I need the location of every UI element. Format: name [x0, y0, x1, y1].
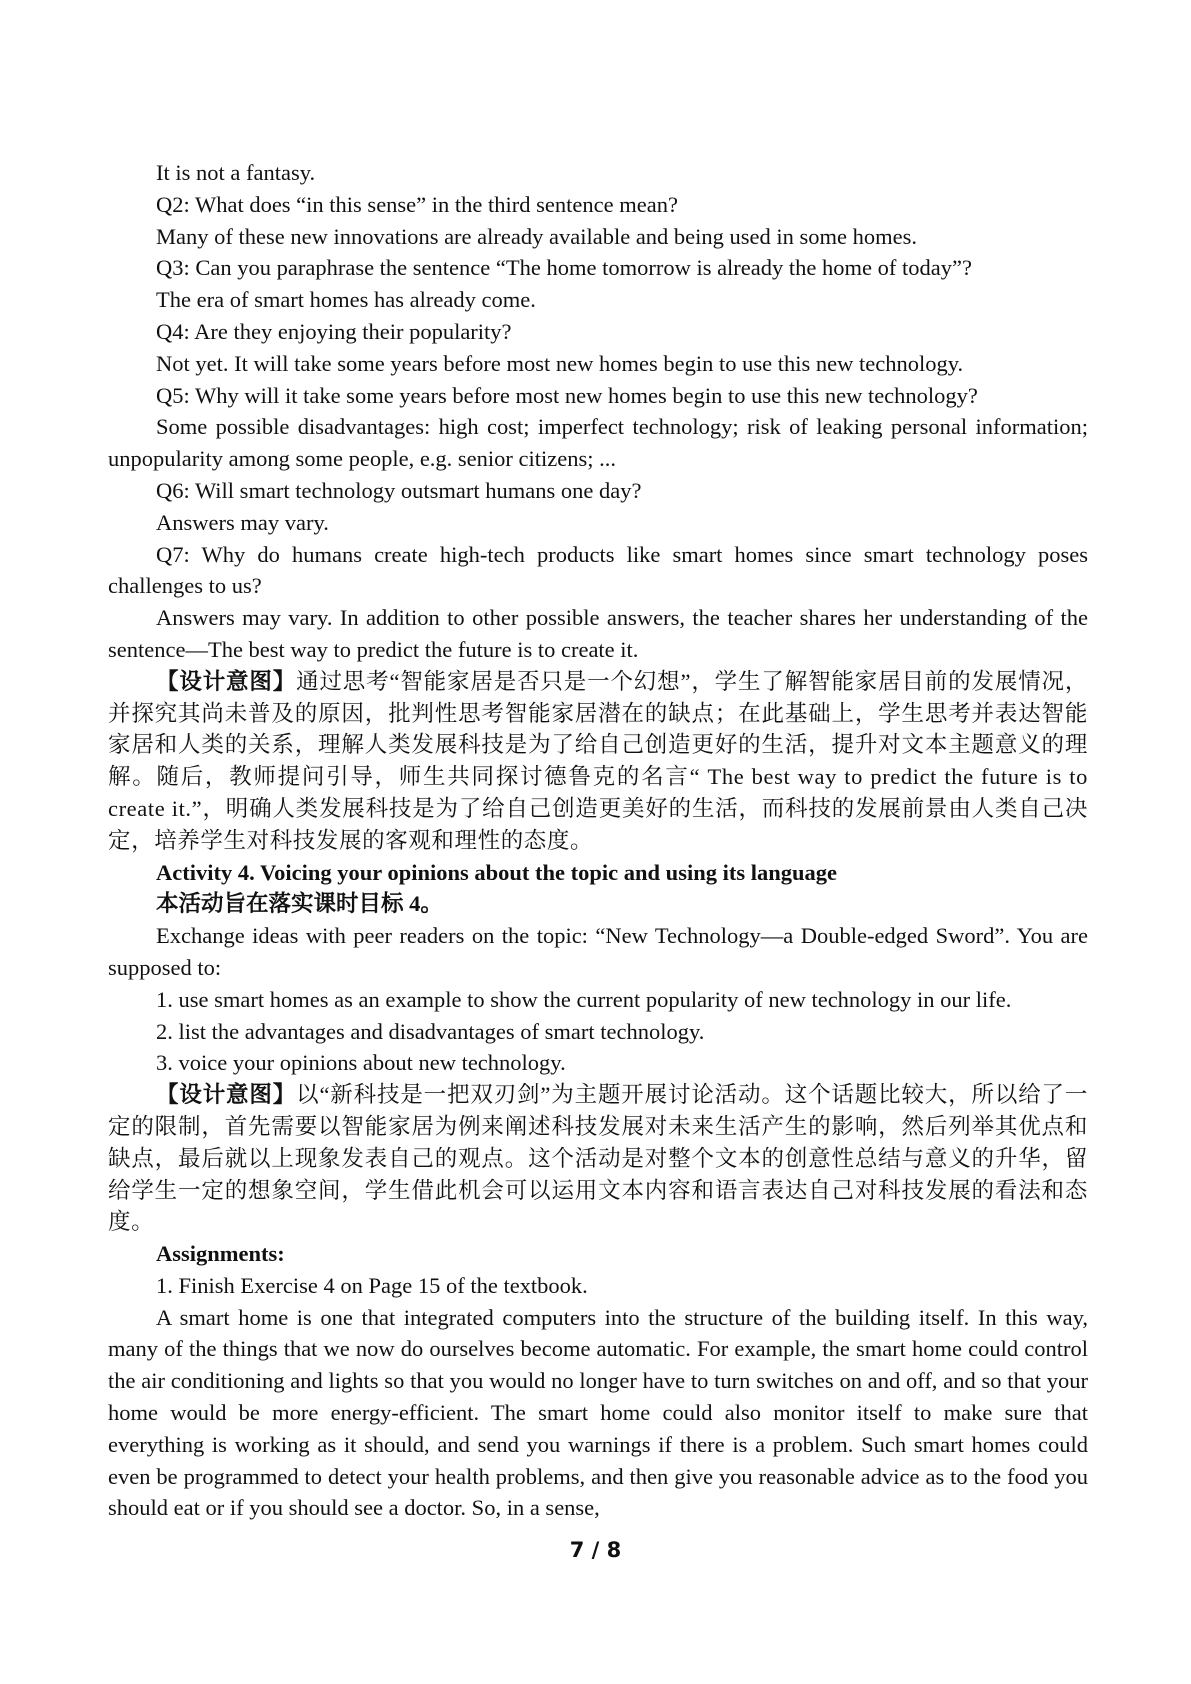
page-content [108, 157, 1088, 1524]
answer-paragraph: The era of smart homes has already come. [156, 287, 536, 313]
activity-intro: Exchange ideas with peer readers on the topic: “New Technology—a Double-edged Sword”. You are supposed to: [108, 923, 1088, 980]
question-paragraph: Q2: What does “in this sense” in the third sentence mean? [156, 191, 678, 217]
answer-paragraph: Answers may vary. [156, 509, 329, 535]
answer-paragraph: Not yet. It will take some years before most new homes begin to use this new technology. [156, 350, 964, 376]
question-paragraph: Q4: Are they enjoying their popularity? [156, 318, 512, 344]
page-number: 7 / 8 [569, 1538, 622, 1562]
question-paragraph: Q6: Will smart technology outsmart humans one day? [156, 477, 642, 503]
activity-goal: 本活动旨在落实课时目标 4。 [156, 891, 443, 917]
design-intent-text: 通过思考“智能家居是否只是一个幻想”，学生了解智能家居目前的发展情况，并探究其尚未普及的原因，批判性思考智能家居潜在的缺点；在此基础上，学生思考并表达智能家居和人类的关系，理解人类发展科技是为了给自己创造更好的生活，提升对文本主题意义的理解。随后，教师提问引导，师生共同探讨德鲁克的名言“ The best way to predict the future is to create it.”，明确人类发展科技是为了给自己创造更美好的生活，而科技的发展前景由人类自己决定，培养学生对科技发展的客观和理性的态度。 [108, 668, 1088, 853]
activity-item: 2. list the advantages and disadvantages of smart technology. [156, 1018, 705, 1044]
design-intent-label: 【设计意图】 [156, 668, 297, 694]
assignments-title: Assignments: [156, 1241, 285, 1267]
activity-item: 3. voice your opinions about new technology. [156, 1050, 566, 1076]
design-intent-label: 【设计意图】 [156, 1082, 297, 1108]
question-paragraph: Q3: Can you paraphrase the sentence “The home tomorrow is already the home of today”? [156, 255, 972, 281]
design-intent-paragraph [108, 666, 1088, 857]
assignment-item: 1. Finish Exercise 4 on Page 15 of the textbook. [156, 1272, 588, 1298]
answer-paragraph: It is not a fantasy. [156, 160, 316, 185]
question-paragraph: Q7: Why do humans create high-tech products like smart homes since smart technology poses challenges to us? [108, 541, 1088, 599]
design-intent-text: 以“新科技是一把双刃剑”为主题开展讨论活动。这个话题比较大，所以给了一定的限制，首先需要以智能家居为例来阐述科技发展对未来生活产生的影响，然后列举其优点和缺点，最后就以上现象发表自己的观点。这个活动是对整个文本的创意性总结与意义的升华，留给学生一定的想象空间，学生借此机会可以运用文本内容和语言表达自己对科技发展的看法和态度。 [108, 1082, 1088, 1235]
activity-item: 1. use smart homes as an example to show the current popularity of new technology in our life. [156, 986, 1012, 1012]
design-intent-paragraph [108, 1079, 1088, 1238]
question-paragraph: Q5: Why will it take some years before most new homes begin to use this new technology? [156, 382, 978, 408]
activity-title: Activity 4. Voicing your opinions about the topic and using its language [156, 859, 837, 885]
answer-paragraph: Some possible disadvantages: high cost; imperfect technology; risk of leaking personal information; unpopularity among some people, e.g. senior citizens; ... [108, 414, 1088, 472]
answer-paragraph: Many of these new innovations are already available and being used in some homes. [156, 223, 918, 249]
passage-paragraph: A smart home is one that integrated computers into the structure of the building itself. In this way, many of the things that we now do ourselves become automatic. For example, the smart home could control the air conditioning and lights so that you would no longer have to turn switches on and off, and so that your home would be more energy-efficient. The smart home could also monitor itself to make sure that everything is working as it should, and send you warnings if there is a problem. Such smart homes could even be programmed to detect your health problems, and then give you reasonable advice as to the food you should eat or if you should see a doctor. So, in a sense, [108, 1304, 1088, 1521]
answer-paragraph: Answers may vary. In addition to other possible answers, the teacher shares her understanding of the sentence—The best way to predict the future is to create it. [108, 605, 1088, 662]
